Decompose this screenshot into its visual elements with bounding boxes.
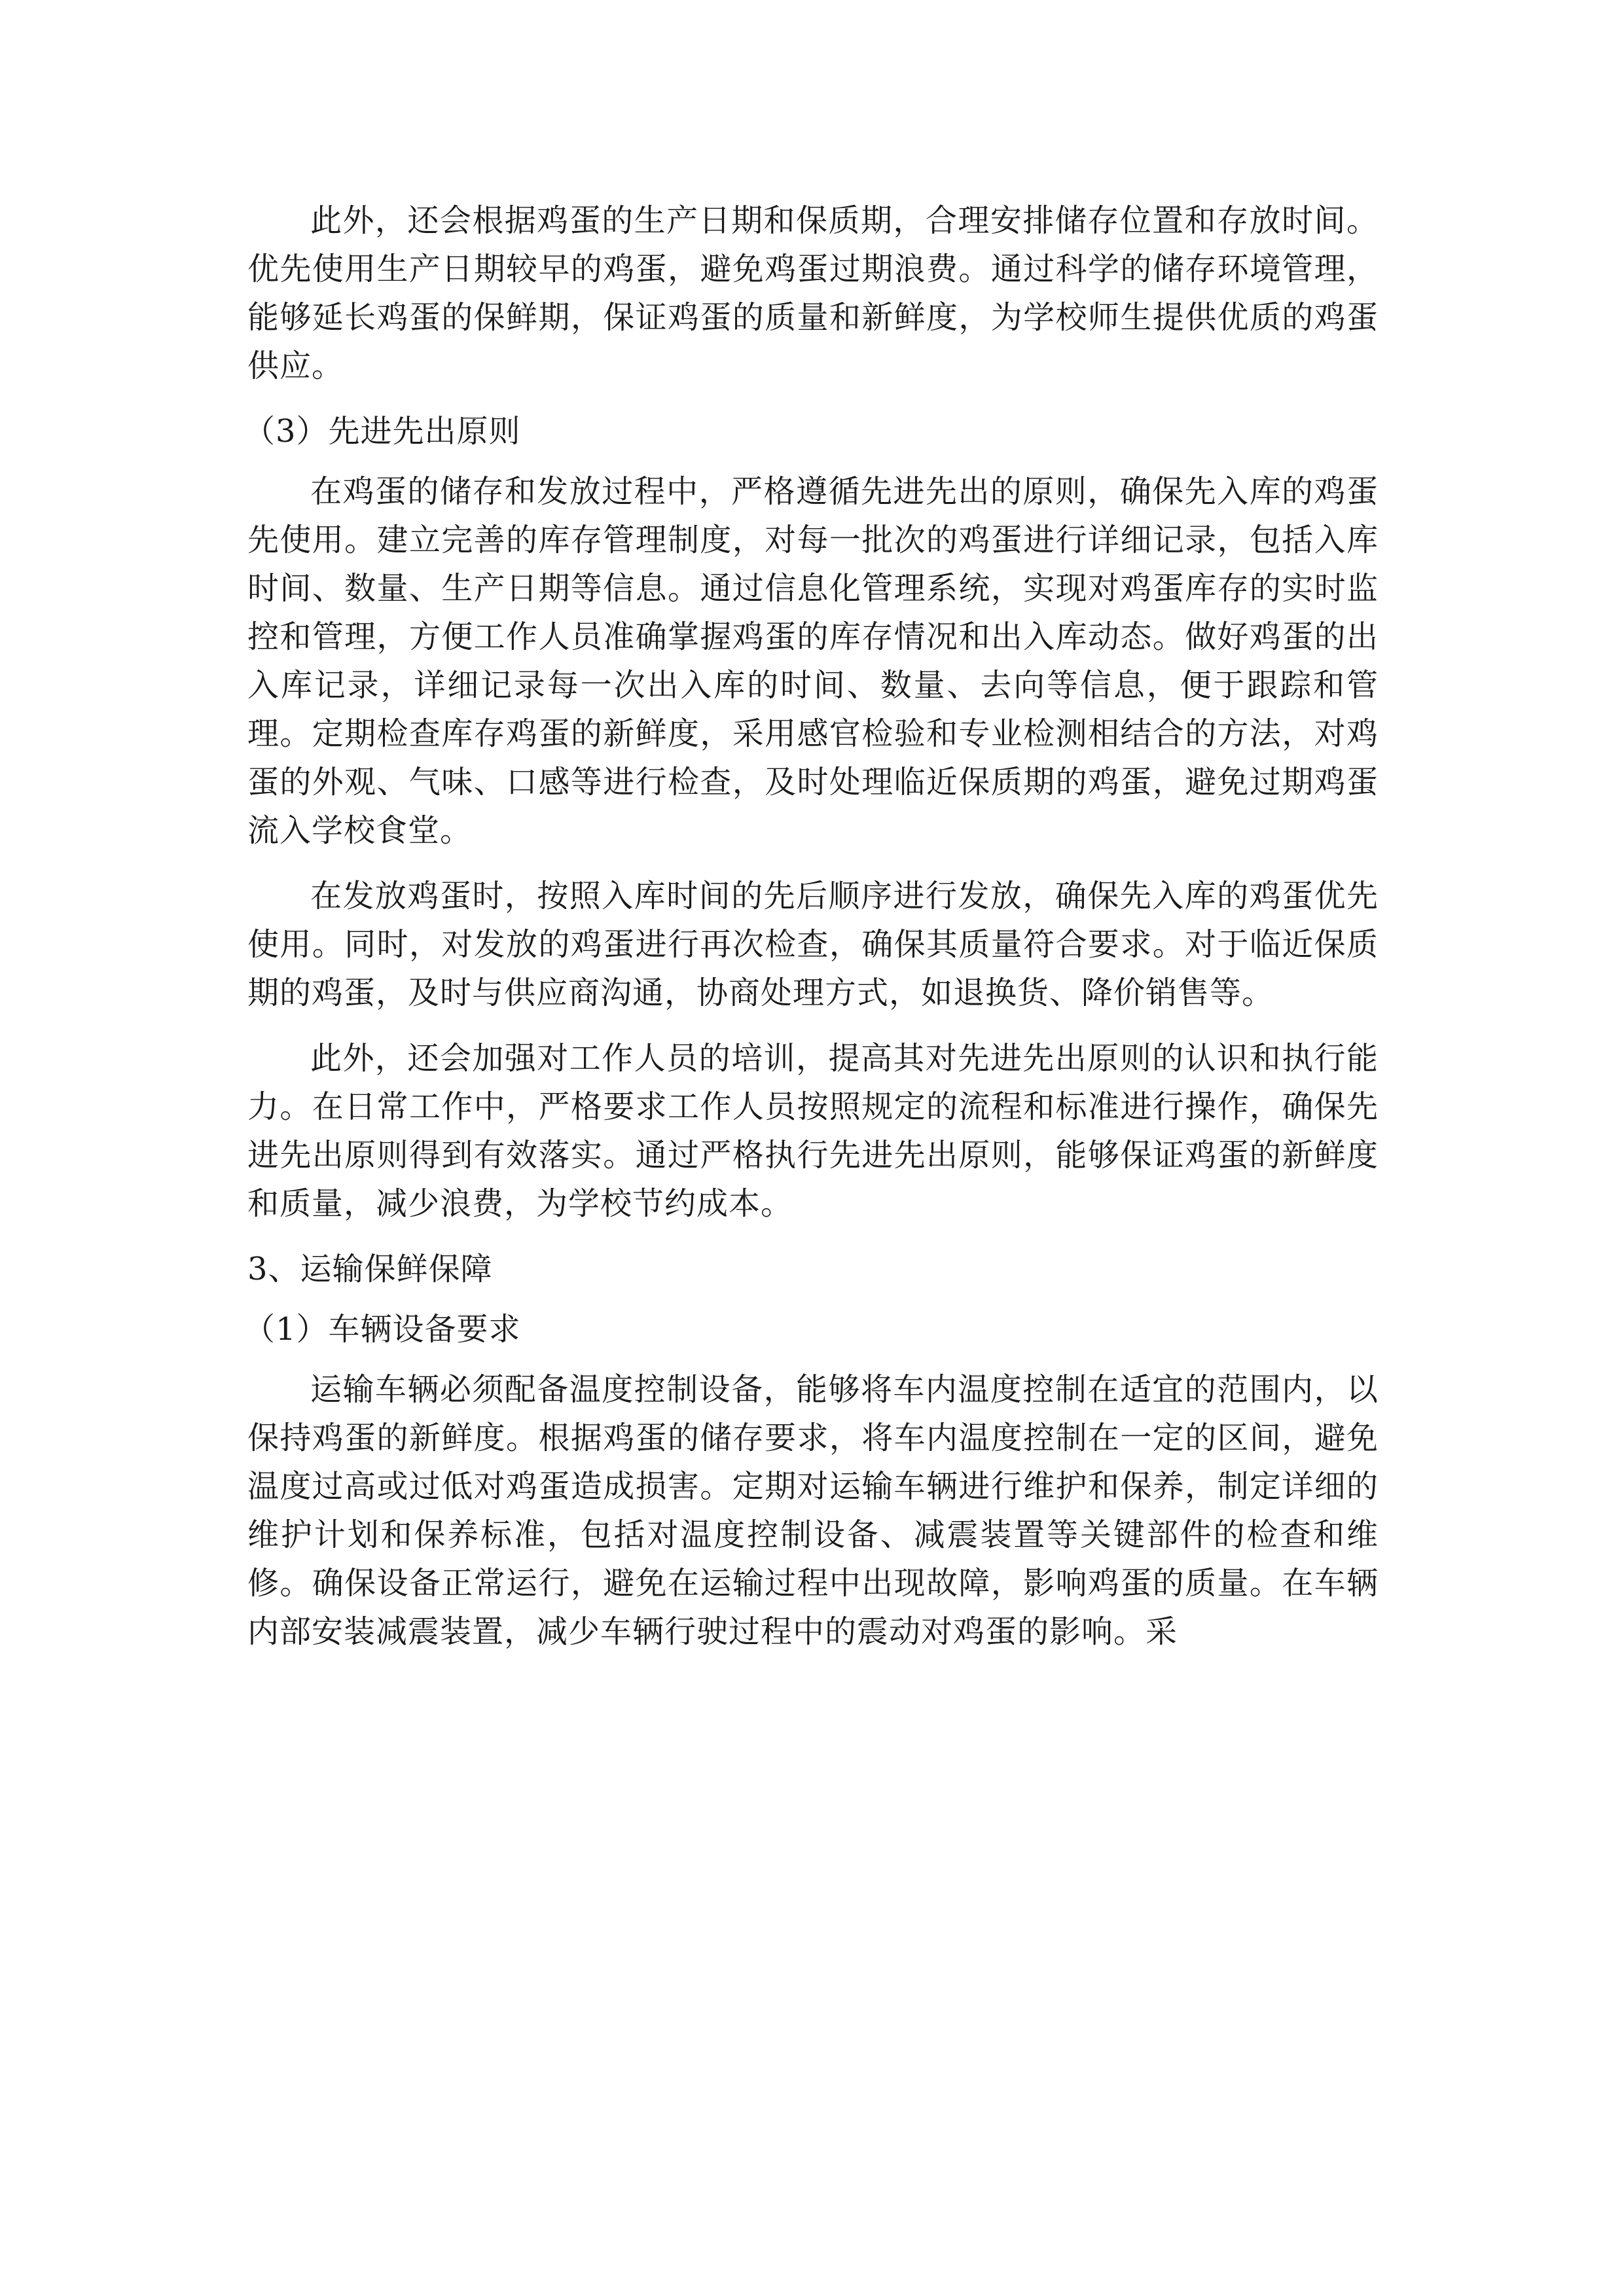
heading-fifo-principle: （3）先进先出原则 (244, 413, 521, 450)
heading-vehicle-requirements: （1）车辆设备要求 (244, 1311, 521, 1348)
paragraph-staff-training: 此外，还会加强对工作人员的培训，提高其对先进先出原则的认识和执行能力。在日常工作中，严格要求工作人员按照规定的流程和标准进行操作，确保先进先出原则得到有效落实。通过严格执行先进先出原则，能够保证鸡蛋的新鲜度和质量，减少浪费，为学校节约成本。 (247, 1040, 1379, 1222)
document-body (244, 196, 1379, 1670)
paragraph-fifo-inventory: 在鸡蛋的储存和发放过程中，严格遵循先进先出的原则，确保先入库的鸡蛋先使用。建立完善的库存管理制度，对每一批次的鸡蛋进行详细记录，包括入库时间、数量、生产日期等信息。通过信息化管理系统，实现对鸡蛋库存的实时监控和管理，方便工作人员准确掌握鸡蛋的库存情况和出入库动态。做好鸡蛋的出入库记录，详细记录每一次出入库的时间、数量、去向等信息，便于跟踪和管理。定期检查库存鸡蛋的新鲜度，采用感官检验和专业检测相结合的方法，对鸡蛋的外观、气味、口感等进行检查，及时处理临近保质期的鸡蛋，避免过期鸡蛋流入学校食堂。 (247, 473, 1379, 849)
paragraph-vehicle-equipment: 运输车辆必须配备温度控制设备，能够将车内温度控制在适宜的范围内，以保持鸡蛋的新鲜度。根据鸡蛋的储存要求，将车内温度控制在一定的区间，避免温度过高或过低对鸡蛋造成损害。定期对运输车辆进行维护和保养，制定详细的维护计划和保养标准，包括对温度控制设备、减震装置等关键部件的检查和维修。确保设备正常运行，避免在运输过程中出现故障，影响鸡蛋的质量。在车辆内部安装减震装置，减少车辆行驶过程中的震动对鸡蛋的影响。采 (247, 1371, 1379, 1650)
heading-transport-freshness: 3、运输保鲜保障 (247, 1251, 493, 1287)
paragraph-storage-arrangement: 此外，还会根据鸡蛋的生产日期和保质期，合理安排储存位置和存放时间。优先使用生产日期较早的鸡蛋，避免鸡蛋过期浪费。通过科学的储存环境管理，能够延长鸡蛋的保鲜期，保证鸡蛋的质量和新鲜度，为学校师生提供优质的鸡蛋供应。 (247, 202, 1379, 384)
paragraph-egg-dispatch: 在发放鸡蛋时，按照入库时间的先后顺序进行发放，确保先入库的鸡蛋优先使用。同时，对发放的鸡蛋进行再次检查，确保其质量符合要求。对于临近保质期的鸡蛋，及时与供应商沟通，协商处理方式，如退换货、降价销售等。 (247, 878, 1379, 1011)
